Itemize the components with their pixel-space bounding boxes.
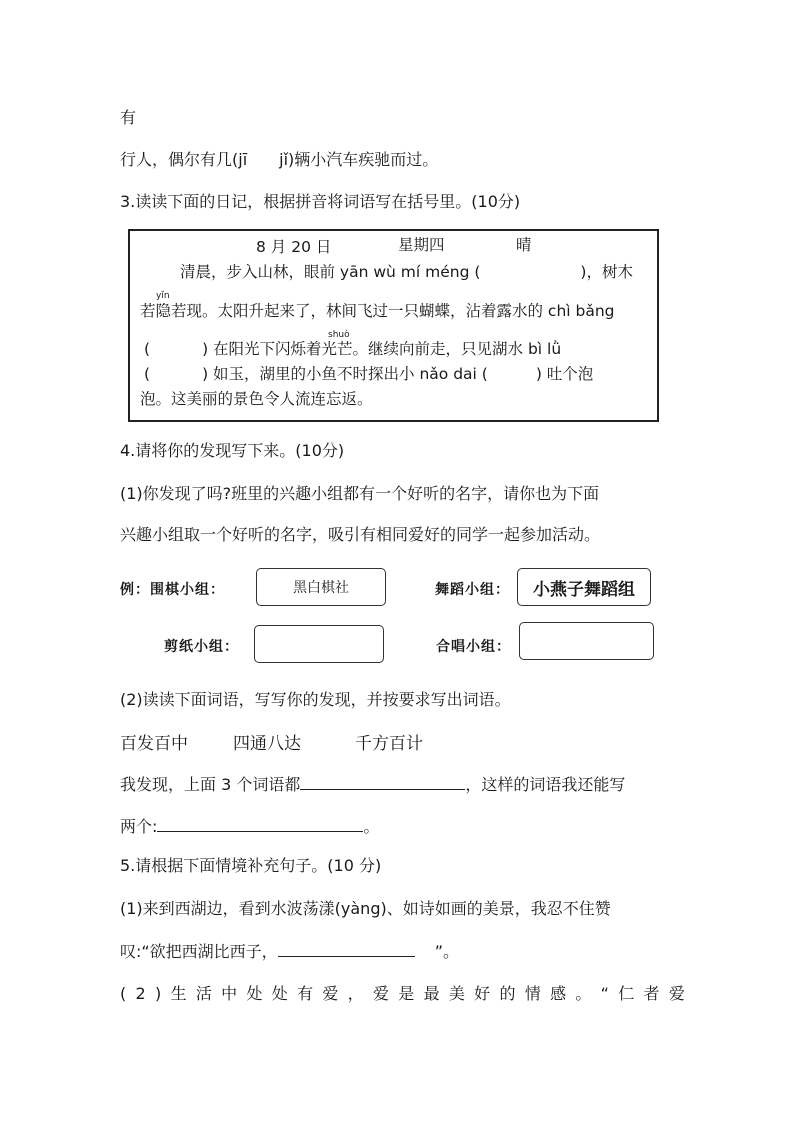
question-4-title: 4.请将你的发现写下来。(10分): [120, 441, 345, 460]
question-5-1-line-a: (1)来到西湖边，看到水波荡漾(yàng)、如诗如画的美景，我忍不住赞: [120, 899, 611, 918]
question-5-1-line-b: [120, 940, 459, 963]
diary-weather: 晴: [516, 236, 532, 254]
paper-cut-club-box[interactable]: [254, 625, 384, 663]
choir-club-label: 合唱小组：: [436, 639, 511, 655]
diary-row-1-text: 清晨，步入山林，眼前 yān wù mí méng (: [180, 263, 481, 281]
diary-row-4: [144, 364, 593, 384]
diary-row-3-open: (: [144, 340, 151, 358]
diary-row-4-end: ) 吐个泡: [535, 365, 594, 383]
poem-text: 叹:“欲把西湖比西子，: [120, 942, 278, 961]
question-4-1-line-b: 兴趣小组取一个好听的名字，吸引有相同爱好的同学一起参加活动。: [120, 525, 601, 544]
dance-club-label: 舞蹈小组：: [435, 582, 510, 598]
diary-row-1: [180, 262, 633, 282]
diary-row-3-text: ) 在阳光下闪烁着光芒。继续向前走，只见湖水 bì lǜ: [202, 340, 562, 358]
finding-text-c: 两个:: [120, 817, 158, 836]
diary-box: [128, 229, 659, 422]
choir-club-box[interactable]: [519, 622, 654, 660]
text-line-1: 有: [120, 108, 137, 127]
diary-row-4-text: ) 如玉，湖里的小鱼不时探出小 nǎo dai (: [202, 365, 488, 383]
finding-blank-1[interactable]: [300, 773, 465, 790]
diary-row-3: [144, 339, 561, 359]
diary-weekday: 星期四: [398, 236, 445, 254]
word-2: 四通八达: [233, 734, 301, 754]
example-club-name: 黑白棋社: [293, 580, 349, 596]
text-line-2: 行人，偶尔有几(jī jǐ)辆小汽车疾驰而过。: [120, 150, 439, 169]
example-club-box: [256, 568, 386, 606]
finding-blank-2[interactable]: [157, 815, 363, 832]
diary-row-2: 若隐若现。太阳升起来了，林间飞过一只蝴蝶，沾着露水的 chì bǎng: [140, 302, 615, 320]
question-5-title: 5.请根据下面情境补充句子。(10 分): [120, 856, 382, 875]
word-1: 百发百中: [120, 734, 188, 754]
finding-text-a: 我发现，上面 3 个词语都: [120, 775, 301, 794]
poem-end: ”。: [434, 942, 459, 961]
dance-club-box: [517, 568, 651, 606]
pinyin-yin: yǐn: [156, 291, 170, 301]
paper-cut-club-label: 剪纸小组：: [164, 639, 239, 655]
pinyin-shuo: shuò: [328, 330, 350, 340]
question-5-2: (2)生活中处处有爱，爱是最美好的情感。“仁者爱: [120, 984, 695, 1003]
diary-row-5: 泡。这美丽的景色令人流连忘返。: [140, 390, 373, 408]
finding-text-d: 。: [363, 817, 380, 836]
dance-club-name: 小燕子舞蹈组: [533, 579, 635, 600]
question-4-1-line-a: (1)你发现了吗?班里的兴趣小组都有一个好听的名字，请你也为下面: [120, 484, 600, 503]
two-words-line: [120, 815, 379, 838]
question-3-title: 3.读读下面的日记，根据拼音将词语写在括号里。(10分): [120, 192, 521, 211]
finding-line: [120, 773, 625, 796]
finding-text-b: ，这样的词语我还能写: [465, 775, 626, 794]
word-3: 千方百计: [355, 734, 423, 754]
diary-row-4-open: (: [144, 365, 151, 383]
example-club-label: 例：围棋小组：: [120, 582, 225, 598]
poem-blank[interactable]: [278, 940, 415, 957]
question-4-2: (2)读读下面词语，写写你的发现，并按要求写出词语。: [120, 690, 511, 709]
diary-date: 8 月 20 日: [256, 238, 332, 256]
diary-row-1-end: )，树木: [580, 263, 633, 281]
